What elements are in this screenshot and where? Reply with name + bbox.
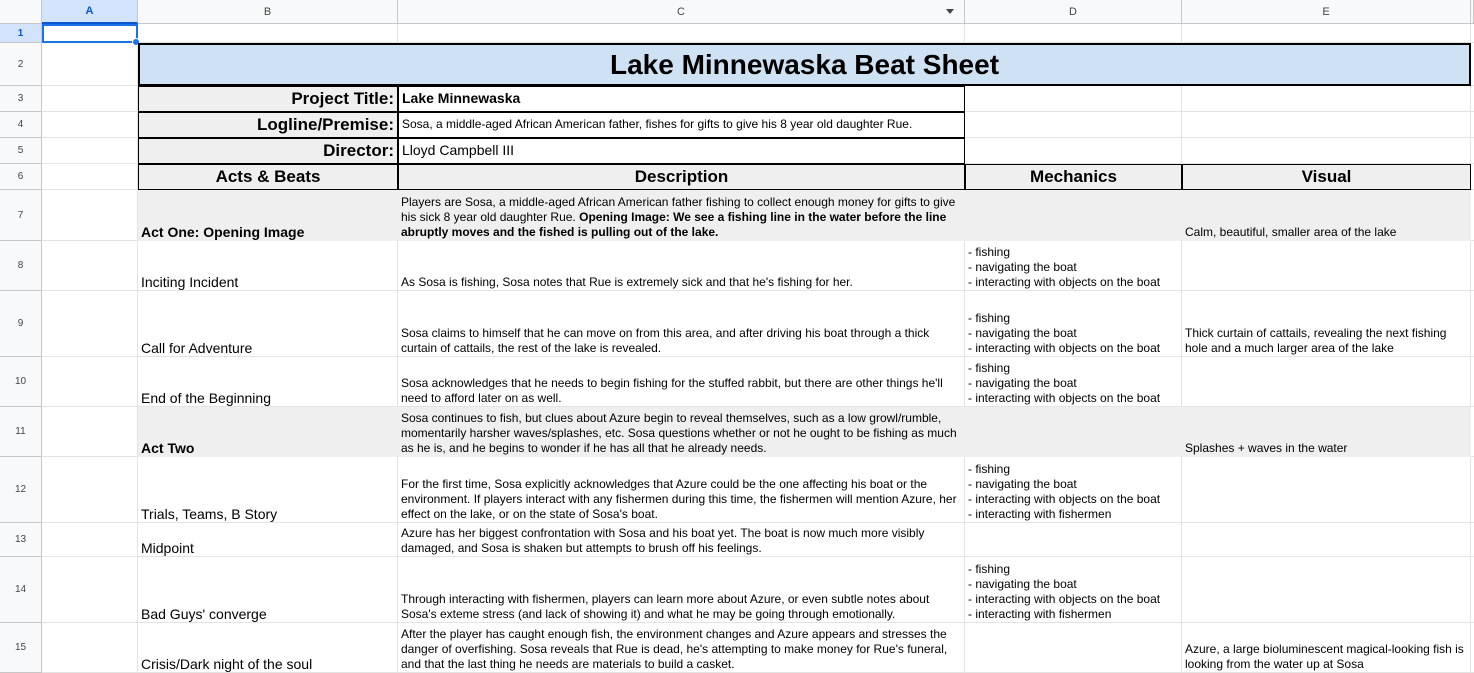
beat-name: Act One: Opening Image bbox=[141, 224, 305, 240]
column-header-e[interactable] bbox=[1182, 0, 1471, 24]
select-all-corner[interactable] bbox=[0, 0, 42, 24]
project-value-text: Sosa, a middle-aged African American father, fishes for gifts to give his 8 year old daughter Rue. bbox=[402, 117, 913, 131]
beat-description-cell[interactable] bbox=[398, 407, 965, 457]
row-header-12[interactable] bbox=[0, 457, 42, 523]
beat-visual-cell[interactable] bbox=[1182, 457, 1471, 523]
beat-mechanics: - fishing - navigating the boat - interacting with objects on the boat bbox=[968, 361, 1161, 405]
column-header-label: A bbox=[85, 5, 94, 17]
beat-mechanics-cell[interactable] bbox=[965, 407, 1182, 457]
column-header-b[interactable] bbox=[138, 0, 398, 24]
beat-visual-cell[interactable] bbox=[1182, 407, 1471, 457]
column-header-c[interactable] bbox=[398, 0, 965, 24]
row-header-label: 5 bbox=[17, 145, 24, 156]
beat-description-plain: Sosa claims to himself that he can move on from this area, and after driving his boat through a thick curtain of cattails, the rest of the lake is revealed. bbox=[401, 326, 930, 355]
row-header-13[interactable] bbox=[0, 523, 42, 557]
column-header-label: C bbox=[677, 5, 685, 18]
beat-name-cell[interactable] bbox=[138, 457, 398, 523]
beat-description-plain: Players are Sosa, a middle-aged African American father fishing to collect enough money for gifts to give his sick 8 year old daughter Rue. bbox=[401, 195, 956, 224]
table-header-text: Mechanics bbox=[1030, 167, 1117, 186]
beat-visual-cell[interactable] bbox=[1182, 357, 1471, 407]
beat-description-plain: After the player has caught enough fish, the environment changes and Azure appears and stresses the danger of overfishing. Sosa reveals that Rue is dead, he's attempting to make money for Rue's funeral, and that the last thing he needs are materials to build a casket. bbox=[401, 627, 948, 671]
beat-name-cell[interactable] bbox=[138, 291, 398, 357]
beat-name-cell[interactable] bbox=[138, 623, 398, 673]
beat-mechanics-cell[interactable] bbox=[965, 457, 1182, 523]
beat-description-plain: Through interacting with fishermen, players can learn more about Azure, or even subtle notes about Sosa's exteme stress (and lack of showing it) and what he may be going through emotionally. bbox=[401, 592, 930, 621]
beat-description-cell[interactable] bbox=[398, 557, 965, 623]
beat-name: Crisis/Dark night of the soul bbox=[141, 656, 313, 672]
beat-description-cell[interactable] bbox=[398, 241, 965, 291]
row-header-2[interactable] bbox=[0, 43, 42, 86]
project-value-1[interactable] bbox=[398, 112, 965, 138]
beat-visual-cell[interactable] bbox=[1182, 623, 1471, 673]
project-label-0[interactable] bbox=[138, 86, 398, 112]
beat-mechanics-cell[interactable] bbox=[965, 241, 1182, 291]
column-header-label: D bbox=[1069, 5, 1077, 18]
row-header-5[interactable] bbox=[0, 138, 42, 164]
row-header-label: 11 bbox=[15, 426, 26, 437]
beat-name-cell[interactable] bbox=[138, 557, 398, 623]
beat-description bbox=[401, 477, 962, 522]
table-header-1[interactable] bbox=[398, 164, 965, 190]
beat-mechanics: - fishing - navigating the boat - interacting with objects on the boat - interacting with fishermen bbox=[968, 462, 1161, 521]
beat-description-plain: Sosa acknowledges that he needs to begin fishing for the stuffed rabbit, but there are other things he'll need to afford later on as well. bbox=[401, 376, 943, 405]
project-label-2[interactable] bbox=[138, 138, 398, 164]
beat-mechanics-cell[interactable] bbox=[965, 190, 1182, 241]
beat-name: Call for Adventure bbox=[141, 340, 253, 356]
beat-mechanics: - fishing - navigating the boat - interacting with objects on the boat - interacting with fishermen bbox=[968, 562, 1161, 621]
column-header-label: E bbox=[1322, 5, 1330, 18]
table-header-3[interactable] bbox=[1182, 164, 1471, 190]
beat-name: Midpoint bbox=[141, 540, 194, 556]
row-header-label: 6 bbox=[17, 171, 24, 182]
beat-visual-cell[interactable] bbox=[1182, 523, 1471, 557]
beat-name-cell[interactable] bbox=[138, 523, 398, 557]
row-header-9[interactable] bbox=[0, 291, 42, 357]
project-value-0[interactable] bbox=[398, 86, 965, 112]
row-header-label: 13 bbox=[14, 534, 27, 545]
table-header-text: Acts & Beats bbox=[215, 167, 321, 186]
row-header-1[interactable] bbox=[0, 24, 42, 43]
beat-name-cell[interactable] bbox=[138, 241, 398, 291]
beat-visual: Thick curtain of cattails, revealing the next fishing hole and a much larger area of the lake bbox=[1185, 326, 1447, 355]
table-header-text: Description bbox=[634, 167, 729, 186]
beat-description-cell[interactable] bbox=[398, 523, 965, 557]
row-header-4[interactable] bbox=[0, 112, 42, 138]
cell-a1-selected[interactable] bbox=[42, 24, 138, 43]
row-header-label: 3 bbox=[17, 93, 24, 104]
column-header-d[interactable] bbox=[965, 0, 1182, 24]
beat-mechanics-cell[interactable] bbox=[965, 357, 1182, 407]
beat-description-plain: For the first time, Sosa explicitly acknowledges that Azure could be the one affecting his boat or the environment. If players interact with any fishermen during this time, the fishermen will mention Azure, her effect on the lake, or on the state of Sosa's boat. bbox=[401, 477, 957, 521]
project-value-text: Lake Minnewaska bbox=[402, 90, 521, 106]
beat-description bbox=[401, 411, 962, 456]
beat-description bbox=[401, 526, 962, 556]
row-header-label: 7 bbox=[17, 209, 24, 221]
project-label-1[interactable] bbox=[138, 112, 398, 138]
beat-visual: Azure, a large bioluminescent magical-looking fish is looking from the water up at Sosa bbox=[1185, 642, 1464, 671]
beat-description bbox=[401, 592, 962, 622]
row-header-label: 1 bbox=[17, 27, 24, 39]
beat-description-cell[interactable] bbox=[398, 190, 965, 241]
project-label-text: Project Title: bbox=[291, 89, 394, 108]
table-header-2[interactable] bbox=[965, 164, 1182, 190]
beat-name: Inciting Incident bbox=[141, 274, 239, 290]
table-header-0[interactable] bbox=[138, 164, 398, 190]
row-header-8[interactable] bbox=[0, 241, 42, 291]
beat-description-cell[interactable] bbox=[398, 457, 965, 523]
row-header-14[interactable] bbox=[0, 557, 42, 623]
beat-name: Act Two bbox=[141, 440, 195, 456]
project-label-text: Logline/Premise: bbox=[257, 115, 394, 134]
sheet-title[interactable] bbox=[138, 43, 1471, 86]
beat-description-plain: Azure has her biggest confrontation with Sosa and his boat yet. The boat is now much more visibly damaged, and Sosa is shaken but attempts to brush off his feelings. bbox=[401, 526, 925, 555]
row-header-6[interactable] bbox=[0, 164, 42, 190]
beat-mechanics-cell[interactable] bbox=[965, 557, 1182, 623]
beat-mechanics-cell[interactable] bbox=[965, 523, 1182, 557]
beat-visual-cell[interactable] bbox=[1182, 190, 1471, 241]
row-header-7[interactable] bbox=[0, 190, 42, 241]
beat-mechanics: - fishing - navigating the boat - interacting with objects on the boat bbox=[968, 311, 1161, 355]
beat-name-cell[interactable] bbox=[138, 357, 398, 407]
beat-visual-cell[interactable] bbox=[1182, 291, 1471, 357]
row-header-label: 15 bbox=[14, 642, 27, 653]
row-header-3[interactable] bbox=[0, 86, 42, 112]
row-header-label: 4 bbox=[17, 119, 24, 130]
column-filter-dropdown-icon[interactable] bbox=[946, 9, 954, 14]
beat-description bbox=[401, 627, 962, 672]
table-header-text: Visual bbox=[1301, 167, 1352, 186]
row-header-10[interactable] bbox=[0, 357, 42, 407]
beat-description bbox=[401, 275, 962, 290]
beat-name: Bad Guys' converge bbox=[141, 606, 267, 622]
beat-description-cell[interactable] bbox=[398, 357, 965, 407]
beat-description-cell[interactable] bbox=[398, 291, 965, 357]
beat-name: End of the Beginning bbox=[141, 390, 271, 406]
row-header-11[interactable] bbox=[0, 407, 42, 457]
row-header-label: 9 bbox=[17, 318, 24, 329]
row-header-label: 12 bbox=[14, 484, 27, 495]
beat-mechanics: - fishing - navigating the boat - interacting with objects on the boat bbox=[968, 245, 1161, 289]
beat-description-cell[interactable] bbox=[398, 623, 965, 673]
beat-description-plain: Sosa continues to fish, but clues about Azure begin to reveal themselves, such as a low growl/rumble, momentarily harsher waves/splashes, etc. Sosa questions whether or not he ought to be fishing as much as he is, and he begins to wonder if he has all that he already needs. bbox=[401, 411, 957, 455]
beat-description bbox=[401, 376, 962, 406]
beat-visual-cell[interactable] bbox=[1182, 557, 1471, 623]
column-header-a[interactable] bbox=[42, 0, 138, 24]
row-header-label: 10 bbox=[14, 376, 27, 387]
project-value-text: Lloyd Campbell III bbox=[402, 142, 515, 158]
row-header-label: 8 bbox=[17, 260, 24, 271]
project-value-2[interactable] bbox=[398, 138, 965, 164]
beat-description bbox=[401, 195, 962, 240]
beat-description-bold: Opening Image: We see a fishing line in the water before the line abruptly moves and the fished is pulling out of the lake. bbox=[401, 210, 947, 239]
beat-mechanics-cell[interactable] bbox=[965, 291, 1182, 357]
beat-visual-cell[interactable] bbox=[1182, 241, 1471, 291]
beat-description-plain: As Sosa is fishing, Sosa notes that Rue is extremely sick and that he's fishing for her. bbox=[401, 275, 853, 289]
row-header-label: 2 bbox=[17, 58, 24, 70]
row-header-label: 14 bbox=[14, 584, 27, 595]
beat-description bbox=[401, 326, 962, 356]
row-header-15[interactable] bbox=[0, 623, 42, 673]
project-label-text: Director: bbox=[323, 141, 394, 160]
beat-visual: Splashes + waves in the water bbox=[1185, 441, 1348, 455]
beat-name-cell[interactable] bbox=[138, 407, 398, 457]
beat-visual: Calm, beautiful, smaller area of the lake bbox=[1185, 225, 1397, 239]
sheet-title-text: Lake Minnewaska Beat Sheet bbox=[609, 48, 1000, 80]
beat-name: Trials, Teams, B Story bbox=[141, 506, 278, 522]
column-header-label: B bbox=[263, 5, 272, 18]
beat-mechanics-cell[interactable] bbox=[965, 623, 1182, 673]
beat-name-cell[interactable] bbox=[138, 190, 398, 241]
